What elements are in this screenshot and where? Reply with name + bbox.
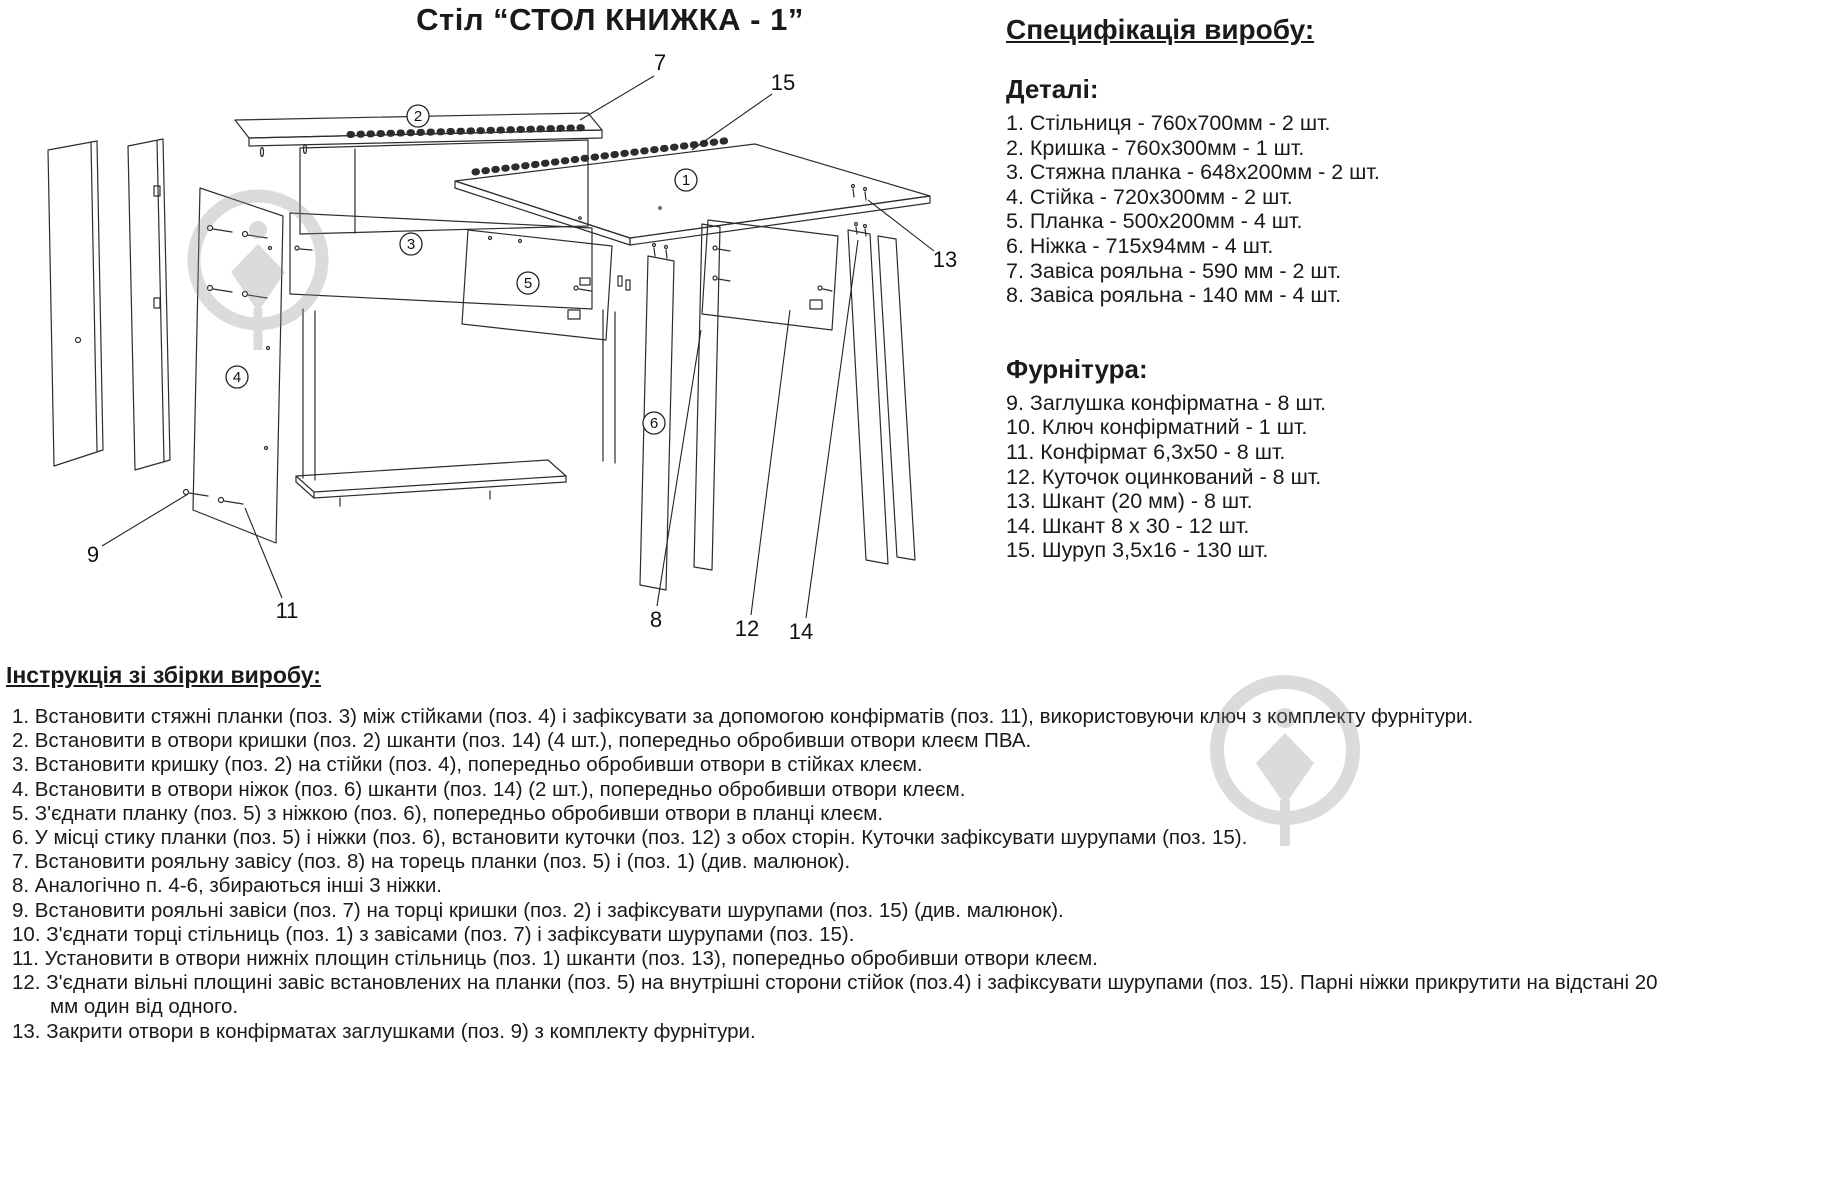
panel-left-leaf: [48, 141, 103, 466]
part-item: 4. Стійка - 720х300мм - 2 шт.: [1006, 184, 1293, 209]
panel-leg-right-2: [878, 236, 915, 560]
specification-section: [1006, 14, 1626, 563]
instruction-step: 12. З'єднати вільні площині завіс встановлених на планки (поз. 5) на внутрішні сторони стійок (поз.4) і зафіксувати шурупами (поз. 15). Парні ніжки прикрутити на відстані 20 мм один від одного.: [12, 971, 1658, 1019]
panel-plank-right: [702, 220, 838, 330]
instruction-step: 6. У місці стику планки (поз. 5) і ніжки (поз. 6), встановити куточки (поз. 12) з обох сторін. Куточки зафіксувати шурупами (поз. 15).: [12, 826, 1248, 850]
instruction-step: 8. Аналогічно п. 4-6, збираються інші 3 ніжки.: [12, 874, 442, 898]
hardware-item: 15. Шуруп 3,5х16 - 130 шт.: [1006, 538, 1269, 563]
plain-callouts: [87, 50, 957, 644]
instruction-step: 1. Встановити стяжні планки (поз. 3) між стійками (поз. 4) і зафіксувати за допомогою конфірматів (поз. 11), використовуючи ключ з комплекту фурнітури.: [12, 705, 1474, 728]
callout-4: 4: [232, 369, 242, 386]
callout-2: 2: [413, 108, 423, 125]
hardware-item: 12. Куточок оцинкований - 8 шт.: [1006, 464, 1322, 489]
instruction-step: 7. Встановити рояльну завісу (поз. 8) на торець планки (поз. 5) і (поз. 1) (див. малюнок).: [12, 850, 851, 874]
callout-1: 1: [681, 172, 691, 189]
instruction-step: 2. Встановити в отвори кришки (поз. 2) шканти (поз. 14) (4 шт.), попередньо обробивши отвори клеєм ПВА.: [12, 729, 1032, 753]
part-item: 8. Завіса рояльна - 140 мм - 4 шт.: [1006, 283, 1342, 308]
panel-back: [300, 140, 588, 234]
callout-12: 12: [734, 616, 760, 641]
hardware-item: 9. Заглушка конфірматна - 8 шт.: [1006, 390, 1327, 415]
instruction-step: 13. Закрити отвори в конфірматах заглушками (поз. 9) з комплекту фурнітури.: [12, 1019, 756, 1043]
instruction-step: 11. Установити в отвори нижніх площин стільниць (поз. 1) шканти (поз. 13), попередньо обробивши отвори клеєм.: [12, 947, 1098, 971]
part-item: 1. Стільниця - 760х700мм - 2 шт.: [1006, 111, 1331, 135]
assembly-diagram: [20, 48, 980, 660]
instruction-step: 3. Встановити кришку (поз. 2) на стійки (поз. 4), попередньо обробивши отвори в стійках клеєм.: [12, 753, 923, 777]
page-title: Стіл “СТОЛ КНИЖКА - 1”: [416, 2, 804, 37]
callout-15: 15: [770, 70, 796, 95]
hardware-item: 11. Конфірмат 6,3х50 - 8 шт.: [1006, 439, 1286, 464]
callout-14: 14: [788, 619, 814, 644]
hardware-item: 14. Шкант 8 х 30 - 12 шт.: [1006, 513, 1250, 538]
parts-heading: Деталі:: [1006, 74, 1099, 104]
part-item: 5. Планка - 500х200мм - 4 шт.: [1006, 209, 1303, 234]
leader-lines: [102, 76, 934, 618]
hardware-list: [1006, 391, 1626, 563]
callout-5: 5: [523, 275, 533, 292]
callout-11: 11: [275, 598, 299, 623]
instruction-step: 9. Встановити рояльні завіси (поз. 7) на торці кришки (поз. 2) і зафіксувати шурупами (поз. 15) (див. малюнок).: [12, 898, 1064, 922]
instructions-section: [6, 662, 1706, 1044]
callout-13: 13: [932, 247, 958, 272]
instructions-heading: Інструкція зі збірки виробу:: [6, 662, 321, 688]
panel-tabletop: [455, 144, 930, 238]
spec-heading: Специфікація виробу:: [1006, 14, 1315, 45]
callout-6: 6: [649, 415, 659, 432]
part-item: 6. Ніжка - 715х94мм - 4 шт.: [1006, 233, 1274, 258]
panel-leg-right-1: [848, 230, 888, 564]
hardware-heading: Фурнітура:: [1006, 353, 1148, 384]
part-item: 2. Кришка - 760х300мм - 1 шт.: [1006, 135, 1305, 160]
instruction-steps: [6, 705, 1661, 1044]
instruction-step: 10. З'єднати торці стільниць (поз. 1) з завісами (поз. 7) і зафіксувати шурупами (поз. 15).: [12, 922, 855, 946]
panel-left-upright: [128, 139, 170, 470]
watermark-icon: [1170, 645, 1400, 885]
part-item: 3. Стяжна планка - 648х200мм - 2 шт.: [1006, 160, 1380, 185]
part-item: 7. Завіса рояльна - 590 мм - 2 шт.: [1006, 258, 1342, 283]
callout-7: 7: [653, 50, 667, 75]
callout-3: 3: [406, 236, 416, 253]
parts-list: [1006, 111, 1626, 308]
instruction-step: 4. Встановити в отвори ніжок (поз. 6) шканти (поз. 14) (2 шт.), попередньо обробивши отвори клеєм.: [12, 777, 966, 801]
panel-shelf: [296, 460, 566, 492]
hardware-item: 10. Ключ конфірматний - 1 шт.: [1006, 415, 1308, 440]
instruction-step: 5. З'єднати планку (поз. 5) з ніжкою (поз. 6), попередньо обробивши отвори в планці клеєм.: [12, 801, 884, 825]
hardware-item: 13. Шкант (20 мм) - 8 шт.: [1006, 489, 1253, 514]
callout-8: 8: [649, 607, 663, 632]
callout-9: 9: [86, 542, 100, 567]
